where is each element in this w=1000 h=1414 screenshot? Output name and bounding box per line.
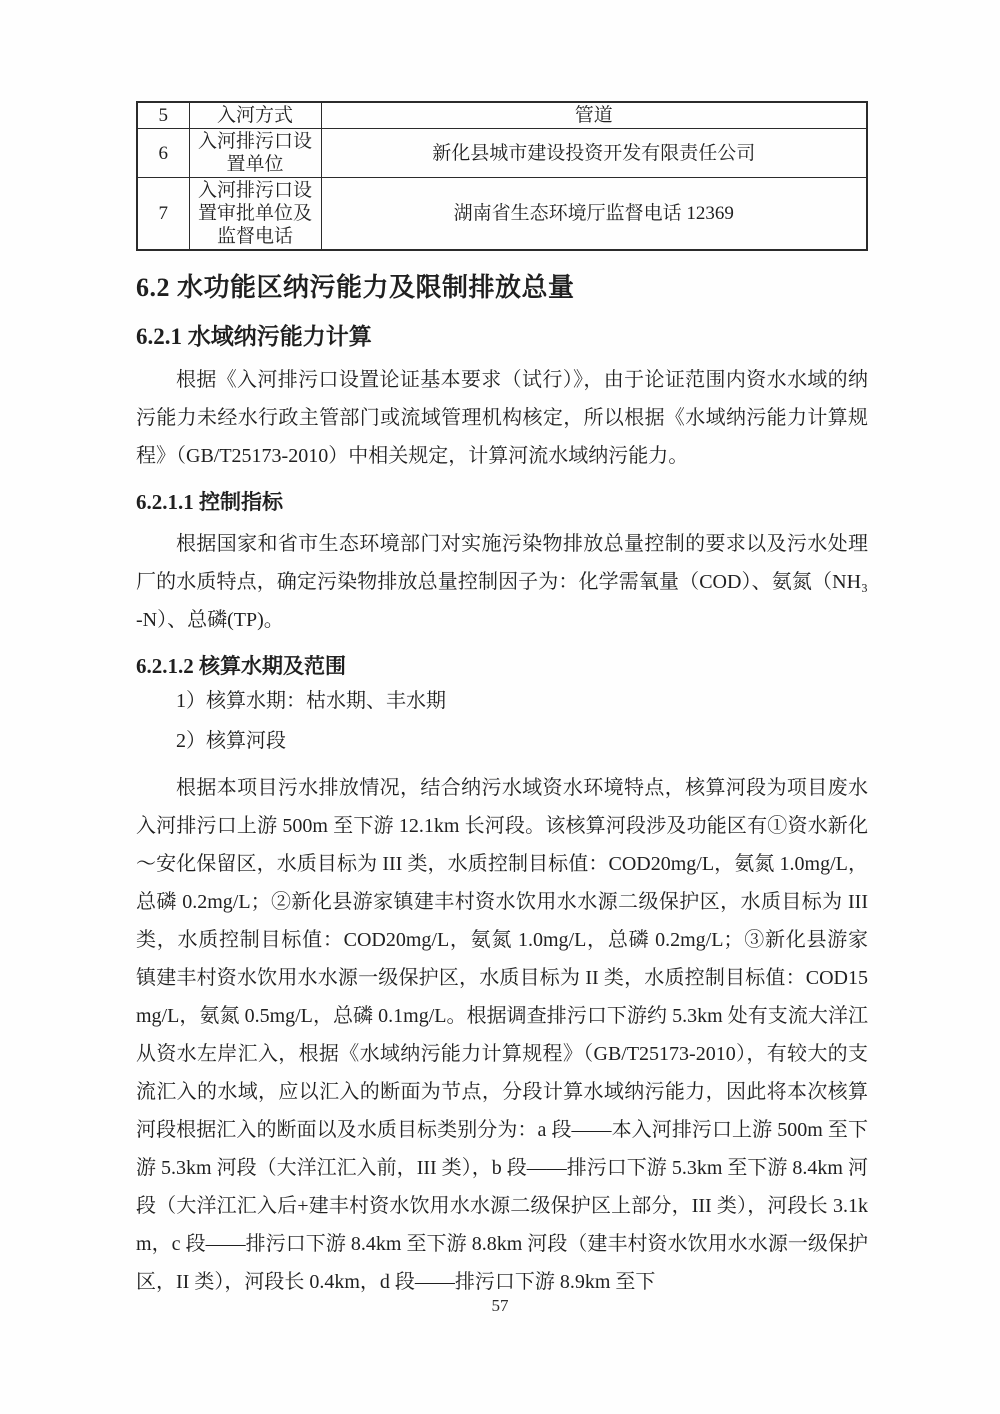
row-label: 入河方式 (189, 102, 321, 129)
paragraph-reach-description: 根据本项目污水排放情况，结合纳污水域资水环境特点，核算河段为项目废水入河排污口上游 500m 至下游 12.1km 长河段。该核算河段涉及功能区有①资水新化～安化保留区，水质目标为 III 类，水质控制目标值：COD20mg/L，氨氮 1.0mg/L，总磷 0.2mg/L；②新化县游家镇建丰村资水饮用水水源二级保护区，水质目标为 III 类，水质控制目标值：COD20mg/L，氨氮 1.0mg/L，总磷 0.2mg/L；③新化县游家镇建丰村资水饮用水水源一级保护区，水质目标为 II 类，水质控制目标值：COD15mg/L，氨氮 0.5mg/L，总磷 0.1mg/L。根据调查排污口下游约 5.3km 处有支流大洋江从资水左岸汇入，根据《水域纳污能力计算规程》（GB/T25173-2010），有较大的支流汇入的水域，应以汇入的断面为节点，分段计算水域纳污能力，因此将本次核算河段根据汇入的断面以及水质目标类别分为：a 段——本入河排污口上游 500m 至下游 5.3km 河段（大洋江汇入前，III 类），b 段——排污口下游 5.3km 至下游 8.4km 河段（大洋江汇入后+建丰村资水饮用水水源二级保护区上部分，III 类），河段长 3.1km，c 段——排污口下游 8.4km 至下游 8.8km 河段（建丰村资水饮用水水源一级保护区，II 类），河段长 0.4km，d 段——排污口下游 8.9km 至下 (136, 777, 868, 1293)
paragraph-capacity-basis: 根据《入河排污口设置论证基本要求（试行）》，由于论证范围内资水水域的纳污能力未经水行政主管部门或流域管理机构核定，所以根据《水域纳污能力计算规程》（GB/T25173-2010）中相关规定，计算河流水域纳污能力。 (136, 369, 868, 467)
page-number: 57 (491, 1296, 509, 1315)
table-row (137, 102, 867, 129)
row-value: 新化县城市建设投资开发有限责任公司 (321, 129, 867, 178)
row-label: 入河排污口设置单位 (189, 129, 321, 178)
section-heading-6-2: 6.2 水功能区纳污能力及限制排放总量 (136, 273, 575, 302)
list-item-water-periods: 1）核算水期：枯水期、丰水期 (176, 690, 446, 712)
page-content (136, 101, 868, 1301)
section-heading-6-2-1-2: 6.2.1.2 核算水期及范围 (136, 654, 346, 678)
paragraph-control-factors: 根据国家和省市生态环境部门对实施污染物排放总量控制的要求以及污水处理厂的水质特点，确定污染物排放总量控制因子为：化学需氧量（COD）、氨氮（NH₃-N）、总磷(TP)。 (136, 533, 868, 631)
row-value: 湖南省生态环境厅监督电话 12369 (321, 178, 867, 251)
table-row (137, 178, 867, 251)
table-row (137, 129, 867, 178)
row-index: 7 (137, 178, 189, 251)
section-heading-6-2-1: 6.2.1 水域纳污能力计算 (136, 324, 372, 349)
section-heading-6-2-1-1: 6.2.1.1 控制指标 (136, 490, 283, 514)
row-label: 入河排污口设置审批单位及监督电话 (189, 178, 321, 251)
list-item-river-reach: 2）核算河段 (176, 730, 286, 752)
row-index: 6 (137, 129, 189, 178)
discharge-outlet-info-table (136, 101, 868, 251)
row-index: 5 (137, 102, 189, 129)
row-value: 管道 (321, 102, 867, 129)
